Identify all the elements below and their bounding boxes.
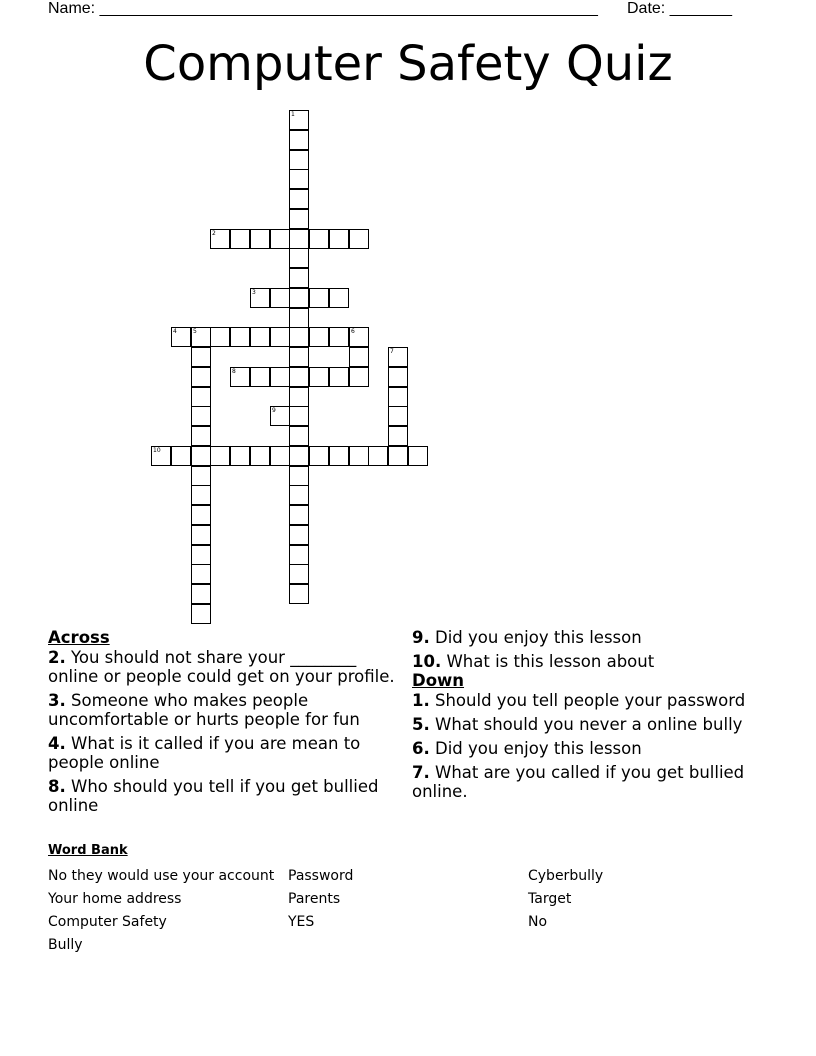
crossword-cell[interactable] [191, 545, 211, 565]
crossword-cell[interactable] [191, 466, 211, 486]
crossword-cell[interactable] [388, 446, 408, 466]
word-bank [48, 843, 748, 953]
crossword-cell[interactable] [289, 545, 309, 565]
date-field[interactable]: Date: _______ [627, 0, 732, 17]
crossword-cell[interactable] [270, 446, 290, 466]
clue-number: 9 [272, 407, 276, 414]
crossword-cell[interactable] [191, 387, 211, 407]
crossword-cell[interactable] [329, 367, 349, 387]
crossword-cell[interactable] [289, 505, 309, 525]
word-bank-title: Word Bank [48, 843, 128, 858]
crossword-cell[interactable] [171, 446, 191, 466]
page-title: Computer Safety Quiz [143, 36, 673, 92]
crossword-cell[interactable] [388, 406, 408, 426]
crossword-cell[interactable] [289, 288, 309, 308]
crossword-cell[interactable] [309, 367, 329, 387]
clue-number: 3 [252, 289, 256, 296]
crossword-cell[interactable] [191, 485, 211, 505]
crossword-cell[interactable] [349, 347, 369, 367]
crossword-cell[interactable] [191, 525, 211, 545]
clue-across-9: 9. Did you enjoy this lesson [412, 628, 642, 647]
crossword-cell[interactable] [289, 327, 309, 347]
crossword-cell[interactable] [230, 229, 250, 249]
crossword-cell[interactable] [270, 288, 290, 308]
clue-across-8: 8. Who should you tell if you get bullied online [48, 777, 379, 815]
clues-right-column [412, 628, 772, 806]
crossword-cell[interactable] [191, 604, 211, 624]
crossword-cell[interactable] [289, 169, 309, 189]
crossword-cell[interactable] [210, 229, 230, 249]
word-bank-item: Target [528, 891, 572, 907]
crossword-cell[interactable] [289, 584, 309, 604]
clue-down-6: 6. Did you enjoy this lesson [412, 739, 642, 758]
crossword-cell[interactable] [191, 367, 211, 387]
clue-number: 10 [153, 447, 161, 454]
crossword-cell[interactable] [270, 229, 290, 249]
crossword-cell[interactable] [191, 406, 211, 426]
crossword-cell[interactable] [191, 584, 211, 604]
crossword-cell[interactable] [270, 406, 290, 426]
clues-left-column [48, 628, 404, 820]
crossword-cell[interactable] [289, 466, 309, 486]
crossword-cell[interactable] [329, 229, 349, 249]
crossword-cell[interactable] [210, 327, 230, 347]
crossword-cell[interactable] [289, 150, 309, 170]
crossword-cell[interactable] [309, 288, 329, 308]
clue-across-10: 10. What is this lesson about [412, 652, 655, 671]
word-bank-item: Computer Safety [48, 914, 167, 930]
clue-down-7: 7. What are you called if you get bullied online. [412, 763, 745, 801]
down-heading: Down [412, 671, 465, 690]
crossword-cell[interactable] [191, 505, 211, 525]
crossword-cell[interactable] [289, 209, 309, 229]
crossword-cell[interactable] [289, 426, 309, 446]
crossword-cell[interactable] [309, 446, 329, 466]
crossword-cell[interactable] [289, 347, 309, 367]
word-bank-item: No they would use your account [48, 868, 275, 884]
crossword-cell[interactable] [250, 446, 270, 466]
header [48, 0, 748, 20]
clue-down-5: 5. What should you never a online bully [412, 715, 743, 734]
crossword-cell[interactable] [289, 564, 309, 584]
crossword-cell[interactable] [230, 367, 250, 387]
crossword-cell[interactable] [408, 446, 428, 466]
crossword-cell[interactable] [368, 446, 388, 466]
crossword-cell[interactable] [349, 229, 369, 249]
word-bank-item: Bully [48, 937, 83, 953]
word-bank-item: Your home address [48, 891, 182, 907]
word-bank-item: YES [288, 914, 315, 930]
crossword-cell[interactable] [270, 327, 290, 347]
crossword-cell[interactable] [289, 525, 309, 545]
crossword-cell[interactable] [250, 327, 270, 347]
crossword-cell[interactable] [329, 288, 349, 308]
crossword-cell[interactable] [191, 347, 211, 367]
word-bank-item: Password [288, 868, 354, 884]
crossword-cell[interactable] [191, 426, 211, 446]
crossword-cell[interactable] [250, 229, 270, 249]
crossword-cell[interactable] [289, 485, 309, 505]
clue-number: 1 [291, 111, 295, 118]
crossword-cell[interactable] [250, 288, 270, 308]
crossword-cell[interactable] [349, 327, 369, 347]
clue-down-1: 1. Should you tell people your password [412, 691, 746, 710]
crossword-cell[interactable] [191, 446, 211, 466]
crossword-cell[interactable] [289, 446, 309, 466]
crossword-cell[interactable] [309, 229, 329, 249]
crossword-cell[interactable] [388, 426, 408, 446]
crossword-cell[interactable] [289, 110, 309, 130]
word-bank-item: Cyberbully [528, 868, 604, 884]
word-bank-item: Parents [288, 891, 341, 907]
clue-number: 7 [390, 348, 394, 355]
crossword-cell[interactable] [329, 446, 349, 466]
crossword-cell[interactable] [289, 189, 309, 209]
crossword-cell[interactable] [171, 327, 191, 347]
crossword-cell[interactable] [289, 268, 309, 288]
crossword-cell[interactable] [230, 327, 250, 347]
word-bank-item: No [528, 914, 548, 930]
crossword-cell[interactable] [210, 446, 230, 466]
crossword-cell[interactable] [289, 406, 309, 426]
crossword-cell[interactable] [349, 446, 369, 466]
crossword-cell[interactable] [191, 327, 211, 347]
crossword-cell[interactable] [289, 308, 309, 328]
name-field[interactable]: Name: ________________________________________________________ [48, 0, 598, 17]
across-heading: Across [48, 628, 110, 647]
crossword-cell[interactable] [289, 387, 309, 407]
crossword-cell[interactable] [329, 327, 349, 347]
crossword-cell[interactable] [270, 367, 290, 387]
crossword-cell[interactable] [388, 347, 408, 367]
clue-number: 8 [232, 368, 236, 375]
crossword-cell[interactable] [151, 446, 171, 466]
crossword-cell[interactable] [191, 564, 211, 584]
clue-number: 6 [351, 328, 355, 335]
clue-across-2: 2. You should not share your ________ online or people could get on your profile. [48, 648, 395, 686]
crossword-cell[interactable] [349, 367, 369, 387]
crossword-cell[interactable] [388, 367, 408, 387]
clue-across-3: 3. Someone who makes people uncomfortable or hurts people for fun [48, 691, 360, 729]
crossword-cell[interactable] [289, 367, 309, 387]
crossword-cell[interactable] [309, 327, 329, 347]
crossword-cell[interactable] [250, 367, 270, 387]
clue-number: 4 [173, 328, 177, 335]
crossword-cell[interactable] [230, 446, 250, 466]
crossword-cell[interactable] [289, 229, 309, 249]
crossword-cell[interactable] [289, 248, 309, 268]
clue-number: 5 [193, 328, 197, 335]
clue-across-4: 4. What is it called if you are mean to people online [48, 734, 361, 772]
crossword-cell[interactable] [388, 387, 408, 407]
clue-number: 2 [212, 230, 216, 237]
crossword-cell[interactable] [289, 130, 309, 150]
